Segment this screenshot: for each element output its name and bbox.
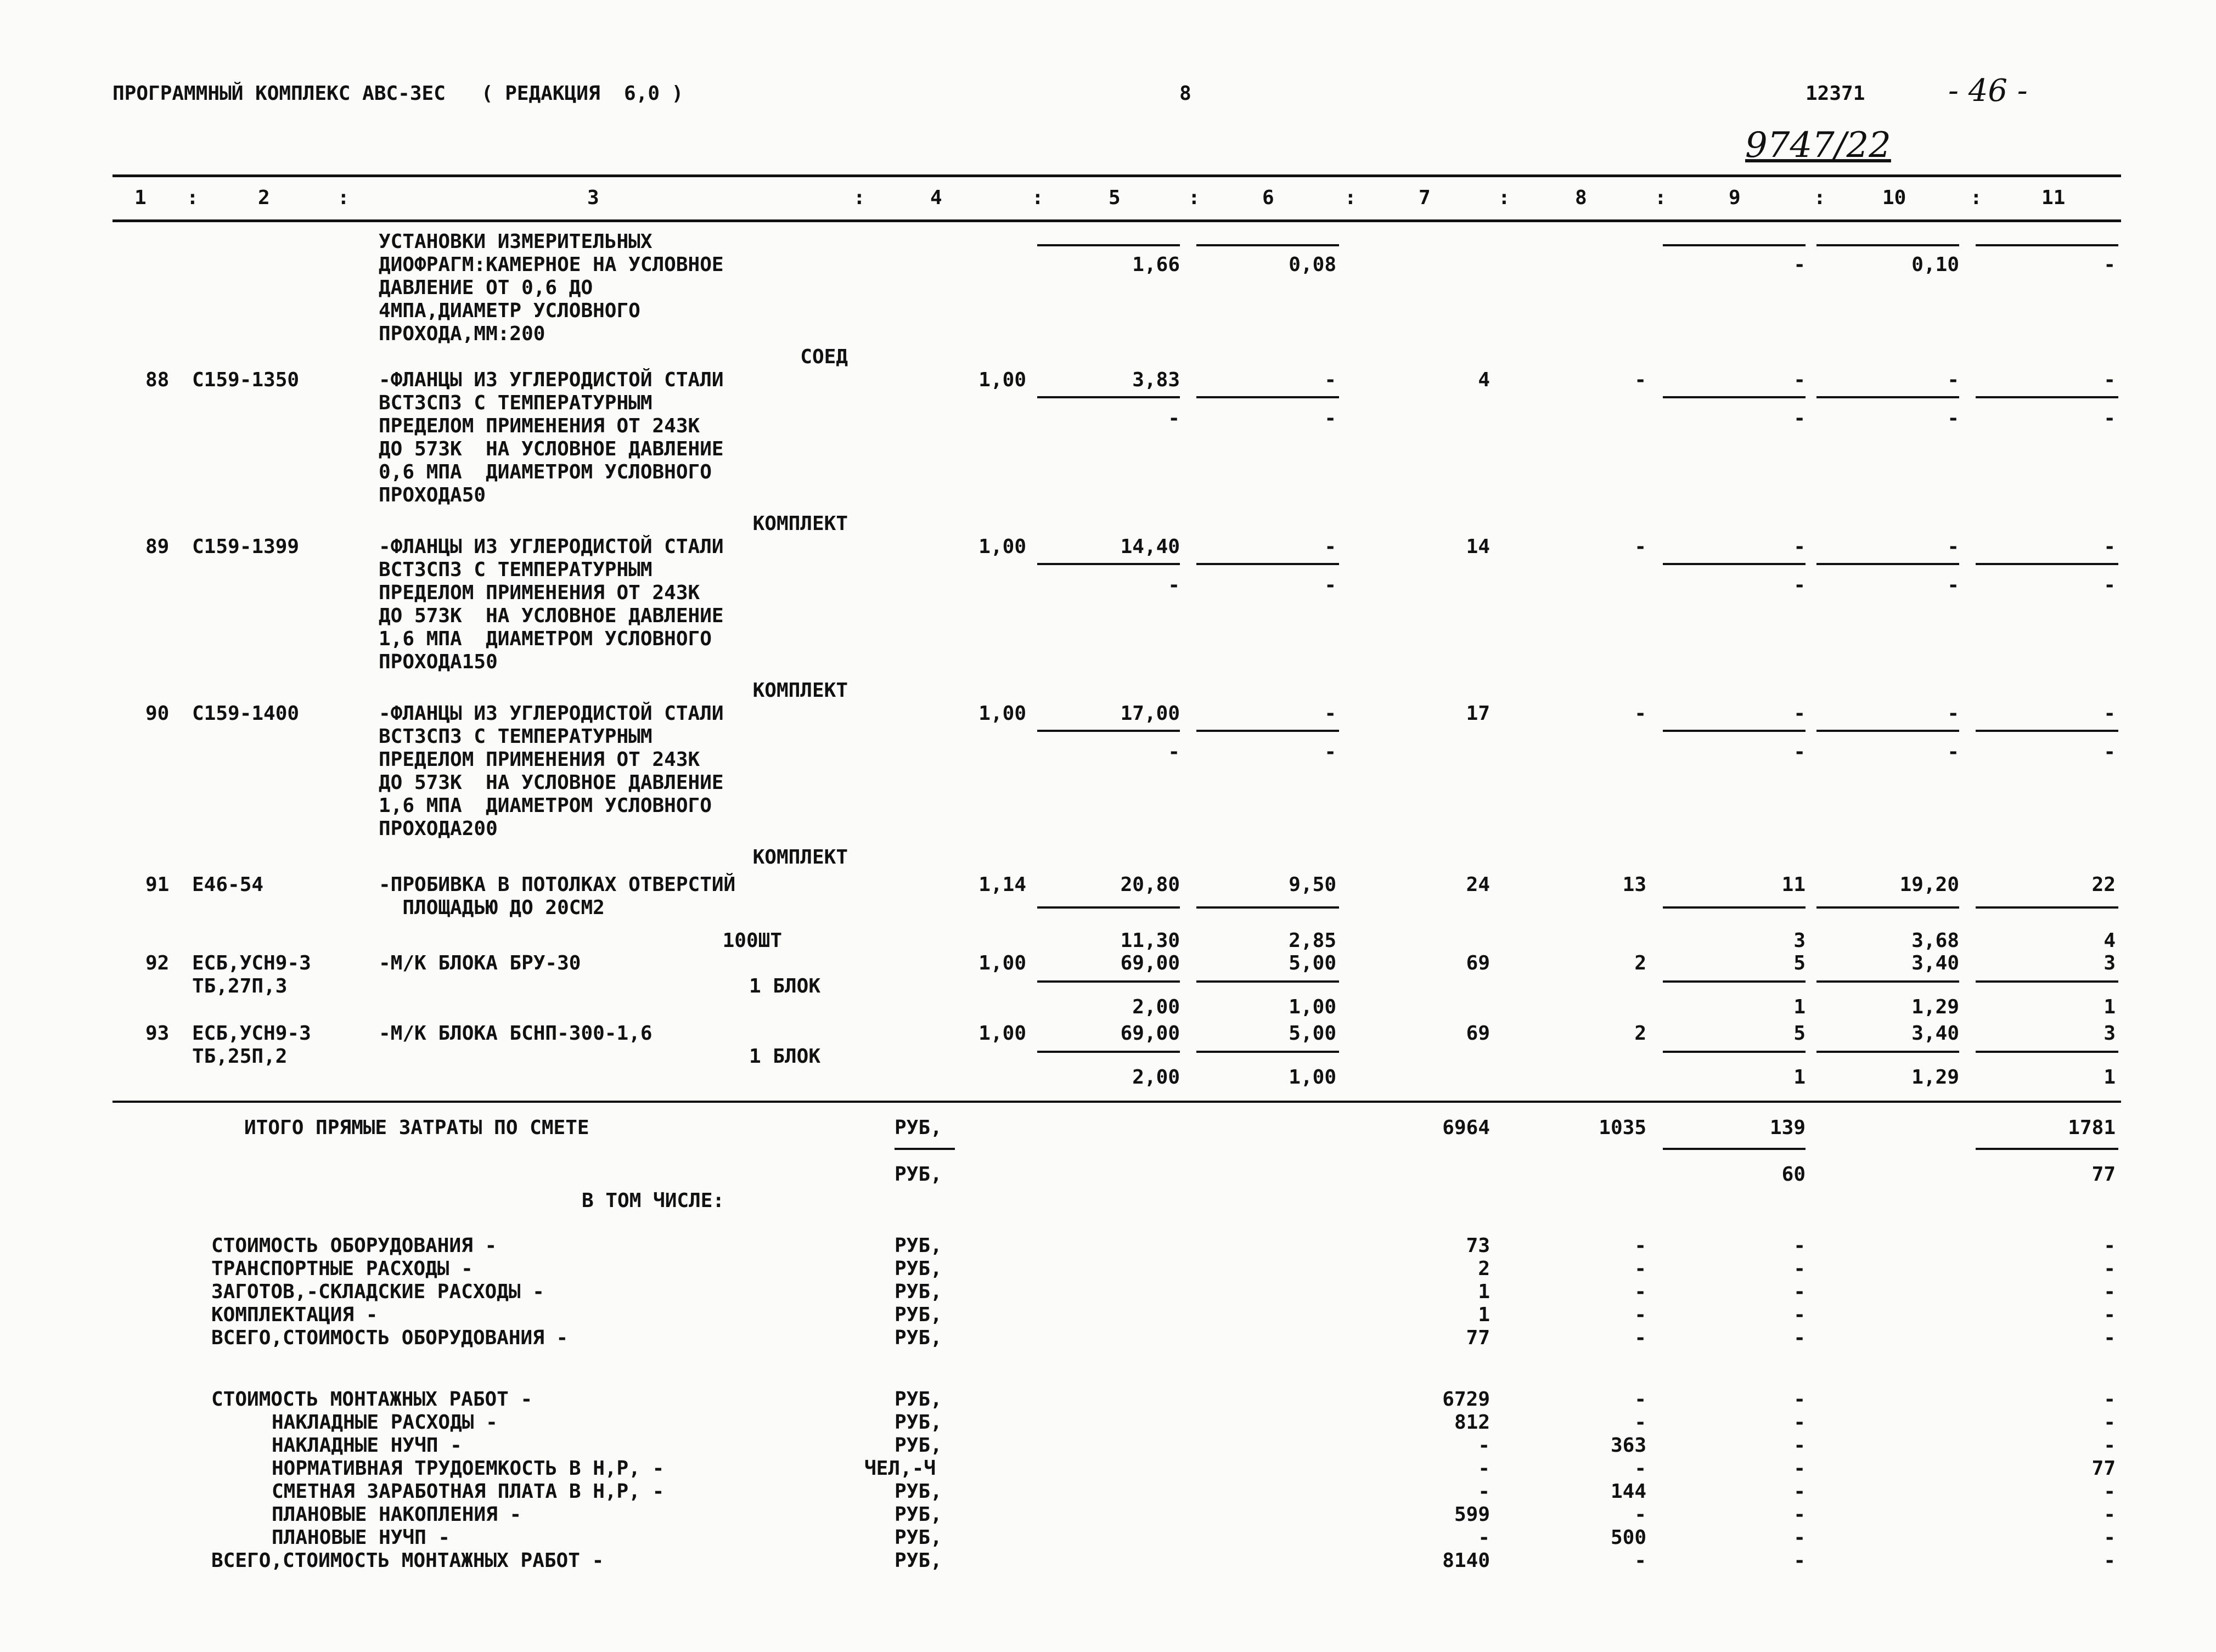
item-description-line: ДО 573К НА УСЛОВНОЕ ДАВЛЕНИЕ bbox=[379, 438, 724, 460]
item-description-line: ПРЕДЕЛОМ ПРИМЕНЕНИЯ ОТ 243К bbox=[379, 748, 700, 771]
item-description-line: -ФЛАНЦЫ ИЗ УГЛЕРОДИСТОЙ СТАЛИ bbox=[379, 369, 724, 391]
cell-separator-col9 bbox=[1663, 980, 1806, 983]
item-description-line: УСТАНОВКИ ИЗМЕРИТЕЛЬНЫХ bbox=[379, 230, 653, 253]
cell-col9: - bbox=[1793, 574, 1806, 596]
header-bottom-rule bbox=[113, 219, 2121, 222]
cell-col8: - bbox=[1634, 702, 1646, 725]
cell-separator-col6 bbox=[1196, 244, 1339, 246]
montage-label: СМЕТНАЯ ЗАРАБОТНАЯ ПЛАТА В Н,Р, - bbox=[272, 1480, 665, 1503]
cell-col11: - bbox=[2103, 1549, 2116, 1572]
cell-col10: - bbox=[1947, 702, 1959, 725]
cell-col5: 17,00 bbox=[1120, 702, 1180, 725]
cell-separator-col11 bbox=[1976, 1148, 2118, 1150]
cell-col4: 1,00 bbox=[978, 1022, 1026, 1045]
cell-separator-col11 bbox=[1976, 244, 2118, 246]
cell-col4: 1,00 bbox=[978, 952, 1026, 974]
cell-col5: 11,30 bbox=[1120, 929, 1180, 952]
cell-col8: 363 bbox=[1610, 1434, 1646, 1457]
cell-col9: - bbox=[1793, 1457, 1806, 1480]
column-divider: : bbox=[853, 187, 865, 209]
cell-col5: 20,80 bbox=[1120, 873, 1180, 896]
unit-label: СОЕД bbox=[800, 346, 848, 368]
cell-col11: - bbox=[2103, 1411, 2116, 1434]
cell-col6: - bbox=[1324, 535, 1336, 558]
cell-col11: - bbox=[2103, 741, 2116, 763]
item-description-line: ПРЕДЕЛОМ ПРИМЕНЕНИЯ ОТ 243К bbox=[379, 415, 700, 437]
cell-col9: 5 bbox=[1793, 1022, 1806, 1045]
cell-separator-col5 bbox=[1037, 244, 1180, 246]
column-divider: : bbox=[187, 187, 199, 209]
cell-col4: 1,00 bbox=[978, 369, 1026, 391]
row-number: 88 bbox=[145, 369, 170, 391]
cell-col8: 13 bbox=[1622, 873, 1646, 896]
equipment-label: ТРАНСПОРТНЫЕ РАСХОДЫ - bbox=[211, 1258, 473, 1280]
column-header-1: 1 bbox=[134, 187, 147, 209]
item-description-line: -ФЛАНЦЫ ИЗ УГЛЕРОДИСТОЙ СТАЛИ bbox=[379, 535, 724, 558]
cell-separator-col9 bbox=[1663, 906, 1806, 909]
cell-col9: - bbox=[1793, 1304, 1806, 1326]
cell-col10: - bbox=[1947, 369, 1959, 391]
cell-col11: - bbox=[2103, 369, 2116, 391]
cell-col11: 4 bbox=[2103, 929, 2116, 952]
montage-label: ВСЕГО,СТОИМОСТЬ МОНТАЖНЫХ РАБОТ - bbox=[211, 1549, 604, 1572]
item-description-line: ПРОХОДА200 bbox=[379, 817, 498, 840]
cell-col9: 3 bbox=[1793, 929, 1806, 952]
cell-col5: - bbox=[1168, 741, 1180, 763]
column-header-2: 2 bbox=[258, 187, 270, 209]
cell-separator-col10 bbox=[1816, 244, 1959, 246]
cell-col9: 1 bbox=[1793, 1066, 1806, 1089]
cell-col7: 69 bbox=[1466, 1022, 1490, 1045]
cell-col8: - bbox=[1634, 1327, 1646, 1349]
cell-col7: - bbox=[1478, 1480, 1490, 1503]
item-description-line: 0,6 МПА ДИАМЕТРОМ УСЛОВНОГО bbox=[379, 461, 712, 483]
montage-label: ПЛАНОВЫЕ НАКОПЛЕНИЯ - bbox=[272, 1503, 522, 1526]
cell-col6: - bbox=[1324, 741, 1336, 763]
totals-unit: РУБ, bbox=[895, 1163, 942, 1186]
column-divider: : bbox=[1814, 187, 1826, 209]
column-header-7: 7 bbox=[1419, 187, 1431, 209]
montage-unit: ЧЕЛ,-Ч bbox=[864, 1457, 936, 1480]
unit-label: 1 БЛОК bbox=[749, 1045, 820, 1068]
column-divider: : bbox=[1345, 187, 1357, 209]
column-divider: : bbox=[338, 187, 350, 209]
cell-col11: - bbox=[2103, 1304, 2116, 1326]
equipment-unit: РУБ, bbox=[895, 1327, 942, 1349]
cell-col5: 14,40 bbox=[1120, 535, 1180, 558]
cell-col6: 5,00 bbox=[1289, 1022, 1336, 1045]
cell-col8: - bbox=[1634, 1281, 1646, 1303]
cell-col7: 4 bbox=[1478, 369, 1490, 391]
cell-separator-col11 bbox=[1976, 730, 2118, 732]
item-description-line: -ФЛАНЦЫ ИЗ УГЛЕРОДИСТОЙ СТАЛИ bbox=[379, 702, 724, 725]
cell-col9: - bbox=[1793, 1411, 1806, 1434]
cell-separator-col10 bbox=[1816, 980, 1959, 983]
cell-col5: - bbox=[1168, 574, 1180, 596]
cell-col8: - bbox=[1634, 1503, 1646, 1526]
cell-col10: 3,40 bbox=[1911, 952, 1959, 974]
cell-col10: - bbox=[1947, 741, 1959, 763]
cell-col11: 3 bbox=[2103, 952, 2116, 974]
totals-rule bbox=[113, 1101, 2121, 1103]
cell-col9: - bbox=[1793, 1549, 1806, 1572]
montage-label: НОРМАТИВНАЯ ТРУДОЕМКОСТЬ В Н,Р, - bbox=[272, 1457, 665, 1480]
row-number: 91 bbox=[145, 873, 170, 896]
cell-col11: - bbox=[2103, 1434, 2116, 1457]
cell-col7: 17 bbox=[1466, 702, 1490, 725]
item-description-line: 4МПА,ДИАМЕТР УСЛОВНОГО bbox=[379, 300, 640, 322]
cell-separator-col9 bbox=[1663, 396, 1806, 398]
cell-col8: - bbox=[1634, 1234, 1646, 1257]
item-description-line: ВСТ3СП3 С ТЕМПЕРАТУРНЫМ bbox=[379, 559, 653, 581]
cell-col8: - bbox=[1634, 535, 1646, 558]
cell-col11: 22 bbox=[2091, 873, 2116, 896]
cell-col8: 1035 bbox=[1599, 1117, 1646, 1139]
totals-label: ИТОГО ПРЯМЫЕ ЗАТРАТЫ ПО СМЕТЕ bbox=[244, 1117, 589, 1139]
cell-col11: - bbox=[2103, 1327, 2116, 1349]
item-description-line: ДО 573К НА УСЛОВНОЕ ДАВЛЕНИЕ bbox=[379, 605, 724, 627]
equipment-unit: РУБ, bbox=[895, 1258, 942, 1280]
cell-col5: 1,66 bbox=[1132, 253, 1180, 276]
cell-col7: 1 bbox=[1478, 1304, 1490, 1326]
row-code: С159-1350 bbox=[192, 369, 300, 391]
item-description-line: ВСТ3СП3 С ТЕМПЕРАТУРНЫМ bbox=[379, 725, 653, 748]
totals-unit: РУБ, bbox=[895, 1117, 942, 1139]
cell-col9: - bbox=[1793, 1480, 1806, 1503]
cell-col9: - bbox=[1793, 702, 1806, 725]
cell-col9: 1 bbox=[1793, 996, 1806, 1018]
row-code: С159-1399 bbox=[192, 535, 300, 558]
equipment-unit: РУБ, bbox=[895, 1234, 942, 1257]
row-code: ЕСБ,УСН9-3 bbox=[192, 952, 311, 974]
column-header-8: 8 bbox=[1575, 187, 1587, 209]
item-description-line: ВСТ3СП3 С ТЕМПЕРАТУРНЫМ bbox=[379, 392, 653, 414]
item-description-line: ДАВЛЕНИЕ ОТ 0,6 ДО bbox=[379, 277, 593, 299]
montage-label: НАКЛАДНЫЕ РАСХОДЫ - bbox=[272, 1411, 498, 1434]
column-header-4: 4 bbox=[930, 187, 942, 209]
cell-separator-col5 bbox=[1037, 730, 1180, 732]
cell-separator-col6 bbox=[1196, 906, 1339, 909]
cell-col11: - bbox=[2103, 702, 2116, 725]
row-code: С159-1400 bbox=[192, 702, 300, 725]
column-header-9: 9 bbox=[1729, 187, 1741, 209]
cell-col7: 24 bbox=[1466, 873, 1490, 896]
cell-col9: - bbox=[1793, 253, 1806, 276]
cell-separator-col6 bbox=[1196, 730, 1339, 732]
montage-unit: РУБ, bbox=[895, 1549, 942, 1572]
cell-col8: 144 bbox=[1610, 1480, 1646, 1503]
cell-col6: - bbox=[1324, 369, 1336, 391]
cell-col9: - bbox=[1793, 741, 1806, 763]
column-header-11: 11 bbox=[2041, 187, 2066, 209]
cell-col8: - bbox=[1634, 1549, 1646, 1572]
cell-col11: - bbox=[2103, 1526, 2116, 1549]
cell-separator-col11 bbox=[1976, 563, 2118, 565]
montage-label: ПЛАНОВЫЕ НУЧП - bbox=[272, 1526, 451, 1549]
cell-separator-col5 bbox=[1037, 906, 1180, 909]
cell-col4: 1,00 bbox=[978, 702, 1026, 725]
column-header-6: 6 bbox=[1262, 187, 1274, 209]
cell-col7: - bbox=[1478, 1457, 1490, 1480]
cell-col10: - bbox=[1947, 535, 1959, 558]
montage-label: СТОИМОСТЬ МОНТАЖНЫХ РАБОТ - bbox=[211, 1388, 533, 1411]
unit-label: КОМПЛЕКТ bbox=[752, 679, 848, 702]
cell-col11: - bbox=[2103, 1281, 2116, 1303]
cell-col8: - bbox=[1634, 1388, 1646, 1411]
cell-col7: 73 bbox=[1466, 1234, 1490, 1257]
item-description-line: 1,6 МПА ДИАМЕТРОМ УСЛОВНОГО bbox=[379, 628, 712, 650]
cell-col5: 69,00 bbox=[1120, 952, 1180, 974]
cell-col9: - bbox=[1793, 535, 1806, 558]
cell-separator-col6 bbox=[1196, 396, 1339, 398]
cell-col9: - bbox=[1793, 1234, 1806, 1257]
cell-col4: 1,00 bbox=[978, 535, 1026, 558]
cell-separator-col9 bbox=[1663, 244, 1806, 246]
cell-col7: - bbox=[1478, 1434, 1490, 1457]
equipment-label: КОМПЛЕКТАЦИЯ - bbox=[211, 1304, 378, 1326]
cell-col8: - bbox=[1634, 1304, 1646, 1326]
cell-separator-col10 bbox=[1816, 396, 1959, 398]
cell-separator-col10 bbox=[1816, 563, 1959, 565]
cell-separator-col10 bbox=[1816, 906, 1959, 909]
row-code: ТБ,25П,2 bbox=[192, 1045, 288, 1068]
cell-col7: 14 bbox=[1466, 535, 1490, 558]
cell-col7: 812 bbox=[1454, 1411, 1490, 1434]
cell-separator-col5 bbox=[1037, 563, 1180, 565]
cell-col8: - bbox=[1634, 369, 1646, 391]
item-description-line: ПЛОЩАДЬЮ ДО 20СМ2 bbox=[379, 897, 605, 919]
cell-col11: 1 bbox=[2103, 996, 2116, 1018]
cell-col5: 2,00 bbox=[1132, 996, 1180, 1018]
cell-col11: - bbox=[2103, 1234, 2116, 1257]
montage-unit: РУБ, bbox=[895, 1388, 942, 1411]
cell-separator-col11 bbox=[1976, 980, 2118, 983]
cell-col11: - bbox=[2103, 1480, 2116, 1503]
cell-col9: - bbox=[1793, 1388, 1806, 1411]
cell-separator-col9 bbox=[1663, 1051, 1806, 1053]
montage-label: НАКЛАДНЫЕ НУЧП - bbox=[272, 1434, 462, 1457]
cell-separator-col9 bbox=[1663, 563, 1806, 565]
equipment-label: ВСЕГО,СТОИМОСТЬ ОБОРУДОВАНИЯ - bbox=[211, 1327, 569, 1349]
cell-col11: 1 bbox=[2103, 1066, 2116, 1089]
cell-col9: 139 bbox=[1769, 1117, 1806, 1139]
cell-col8: 500 bbox=[1610, 1526, 1646, 1549]
unit-label: КОМПЛЕКТ bbox=[752, 512, 848, 535]
cell-col6: 5,00 bbox=[1289, 952, 1336, 974]
cell-col9: 60 bbox=[1781, 1163, 1806, 1186]
cell-col4: 1,14 bbox=[978, 873, 1026, 896]
column-divider: : bbox=[1188, 187, 1200, 209]
cell-separator-col10 bbox=[1816, 730, 1959, 732]
cell-col7: - bbox=[1478, 1526, 1490, 1549]
cell-separator-col5 bbox=[1037, 1051, 1180, 1053]
montage-unit: РУБ, bbox=[895, 1480, 942, 1503]
column-header-10: 10 bbox=[1882, 187, 1906, 209]
cell-col6: 2,85 bbox=[1289, 929, 1336, 952]
cell-col8: 2 bbox=[1634, 1022, 1646, 1045]
cell-col10: 19,20 bbox=[1899, 873, 1959, 896]
cell-separator-col5 bbox=[1037, 396, 1180, 398]
column-divider: : bbox=[1032, 187, 1044, 209]
item-description-line: ПРОХОДА150 bbox=[379, 651, 498, 673]
cell-separator-col9 bbox=[1663, 1148, 1806, 1150]
in-that-label: В ТОМ ЧИСЛЕ: bbox=[582, 1189, 725, 1212]
cell-col9: - bbox=[1793, 1434, 1806, 1457]
column-divider: : bbox=[1655, 187, 1667, 209]
cell-col11: - bbox=[2103, 253, 2116, 276]
item-description-line: -М/К БЛОКА БСНП-300-1,6 bbox=[379, 1022, 653, 1045]
cell-col11: - bbox=[2103, 1388, 2116, 1411]
cell-col7: 2 bbox=[1478, 1258, 1490, 1280]
cell-col7: 8140 bbox=[1442, 1549, 1490, 1572]
cell-col9: - bbox=[1793, 407, 1806, 430]
unit-label: 100ШТ bbox=[722, 929, 782, 952]
cell-separator-col9 bbox=[1663, 730, 1806, 732]
item-description-line: -ПРОБИВКА В ПОТОЛКАХ ОТВЕРСТИЙ bbox=[379, 873, 736, 896]
unit-separator bbox=[895, 1148, 955, 1150]
cell-col10: 1,29 bbox=[1911, 996, 1959, 1018]
cell-separator-col5 bbox=[1037, 980, 1180, 983]
item-description-line: ПРЕДЕЛОМ ПРИМЕНЕНИЯ ОТ 243К bbox=[379, 582, 700, 604]
program-title: ПРОГРАММНЫЙ КОМПЛЕКС АВС-3ЕС ( РЕДАКЦИЯ 6,0 ) bbox=[113, 82, 684, 105]
equipment-unit: РУБ, bbox=[895, 1281, 942, 1303]
row-number: 93 bbox=[145, 1022, 170, 1045]
cell-separator-col11 bbox=[1976, 906, 2118, 909]
cell-col7: 599 bbox=[1454, 1503, 1490, 1526]
row-code: Е46-54 bbox=[192, 873, 264, 896]
cell-col8: - bbox=[1634, 1457, 1646, 1480]
equipment-unit: РУБ, bbox=[895, 1304, 942, 1326]
equipment-label: СТОИМОСТЬ ОБОРУДОВАНИЯ - bbox=[211, 1234, 497, 1257]
cell-col7: 6729 bbox=[1442, 1388, 1490, 1411]
cell-col6: - bbox=[1324, 407, 1336, 430]
cell-col7: 1 bbox=[1478, 1281, 1490, 1303]
cell-col9: - bbox=[1793, 1503, 1806, 1526]
cell-col5: 69,00 bbox=[1120, 1022, 1180, 1045]
cell-col10: - bbox=[1947, 407, 1959, 430]
cell-col11: 77 bbox=[2091, 1163, 2116, 1186]
cell-separator-col10 bbox=[1816, 1051, 1959, 1053]
cell-col11: 1781 bbox=[2068, 1117, 2116, 1139]
cell-col5: 3,83 bbox=[1132, 369, 1180, 391]
item-description-line: ПРОХОДА50 bbox=[379, 484, 486, 506]
cell-col9: - bbox=[1793, 1526, 1806, 1549]
cell-col9: - bbox=[1793, 1281, 1806, 1303]
montage-unit: РУБ, bbox=[895, 1526, 942, 1549]
row-number: 90 bbox=[145, 702, 170, 725]
cell-col11: 3 bbox=[2103, 1022, 2116, 1045]
item-description-line: ДО 573К НА УСЛОВНОЕ ДАВЛЕНИЕ bbox=[379, 771, 724, 794]
cell-col8: - bbox=[1634, 1258, 1646, 1280]
cell-col7: 6964 bbox=[1442, 1117, 1490, 1139]
cell-col7: 69 bbox=[1466, 952, 1490, 974]
cell-col8: 2 bbox=[1634, 952, 1646, 974]
cell-col6: 0,08 bbox=[1289, 253, 1336, 276]
cell-col5: - bbox=[1168, 407, 1180, 430]
column-header-5: 5 bbox=[1109, 187, 1121, 209]
cell-col9: - bbox=[1793, 369, 1806, 391]
sheet-number: 8 bbox=[1179, 82, 1191, 105]
cell-col11: - bbox=[2103, 1503, 2116, 1526]
cell-col9: - bbox=[1793, 1327, 1806, 1349]
cell-col6: 1,00 bbox=[1289, 996, 1336, 1018]
cell-col6: 1,00 bbox=[1289, 1066, 1336, 1089]
header-top-rule bbox=[113, 174, 2121, 177]
item-description-line: 1,6 МПА ДИАМЕТРОМ УСЛОВНОГО bbox=[379, 794, 712, 817]
equipment-label: ЗАГОТОВ,-СКЛАДСКИЕ РАСХОДЫ - bbox=[211, 1281, 544, 1303]
cell-col10: 3,68 bbox=[1911, 929, 1959, 952]
unit-label: КОМПЛЕКТ bbox=[752, 846, 848, 869]
item-description-line: ДИОФРАГМ:КАМЕРНОЕ НА УСЛОВНОЕ bbox=[379, 253, 724, 276]
column-header-3: 3 bbox=[587, 187, 599, 209]
unit-label: 1 БЛОК bbox=[749, 975, 820, 997]
montage-unit: РУБ, bbox=[895, 1503, 942, 1526]
cell-separator-col11 bbox=[1976, 396, 2118, 398]
item-description-line: -М/К БЛОКА БРУ-30 bbox=[379, 952, 581, 974]
cell-separator-col6 bbox=[1196, 1051, 1339, 1053]
cell-col10: 3,40 bbox=[1911, 1022, 1959, 1045]
cell-col11: - bbox=[2103, 1258, 2116, 1280]
cell-col11: - bbox=[2103, 407, 2116, 430]
cell-separator-col6 bbox=[1196, 980, 1339, 983]
row-code: ЕСБ,УСН9-3 bbox=[192, 1022, 311, 1045]
handwritten-note: 9747/22 bbox=[1745, 125, 1891, 166]
row-number: 92 bbox=[145, 952, 170, 974]
cell-col11: - bbox=[2103, 535, 2116, 558]
cell-col9: - bbox=[1793, 1258, 1806, 1280]
montage-unit: РУБ, bbox=[895, 1434, 942, 1457]
cell-col8: - bbox=[1634, 1411, 1646, 1434]
cell-col6: - bbox=[1324, 702, 1336, 725]
cell-separator-col6 bbox=[1196, 563, 1339, 565]
cell-col6: - bbox=[1324, 574, 1336, 596]
cell-col10: 0,10 bbox=[1911, 253, 1959, 276]
cell-col6: 9,50 bbox=[1289, 873, 1336, 896]
cell-col5: 2,00 bbox=[1132, 1066, 1180, 1089]
row-code: ТБ,27П,3 bbox=[192, 975, 288, 997]
cell-col11: - bbox=[2103, 574, 2116, 596]
cell-col10: - bbox=[1947, 574, 1959, 596]
column-divider: : bbox=[1498, 187, 1510, 209]
cell-separator-col11 bbox=[1976, 1051, 2118, 1053]
cell-col10: 1,29 bbox=[1911, 1066, 1959, 1089]
item-description-line: ПРОХОДА,ММ:200 bbox=[379, 323, 545, 345]
cell-col11: 77 bbox=[2091, 1457, 2116, 1480]
cell-col9: 11 bbox=[1781, 873, 1806, 896]
cell-col9: 5 bbox=[1793, 952, 1806, 974]
row-number: 89 bbox=[145, 535, 170, 558]
cell-col7: 77 bbox=[1466, 1327, 1490, 1349]
page-number: - 46 - bbox=[1948, 73, 2028, 109]
document-code: 12371 bbox=[1806, 82, 1865, 105]
montage-unit: РУБ, bbox=[895, 1411, 942, 1434]
column-divider: : bbox=[1970, 187, 1982, 209]
